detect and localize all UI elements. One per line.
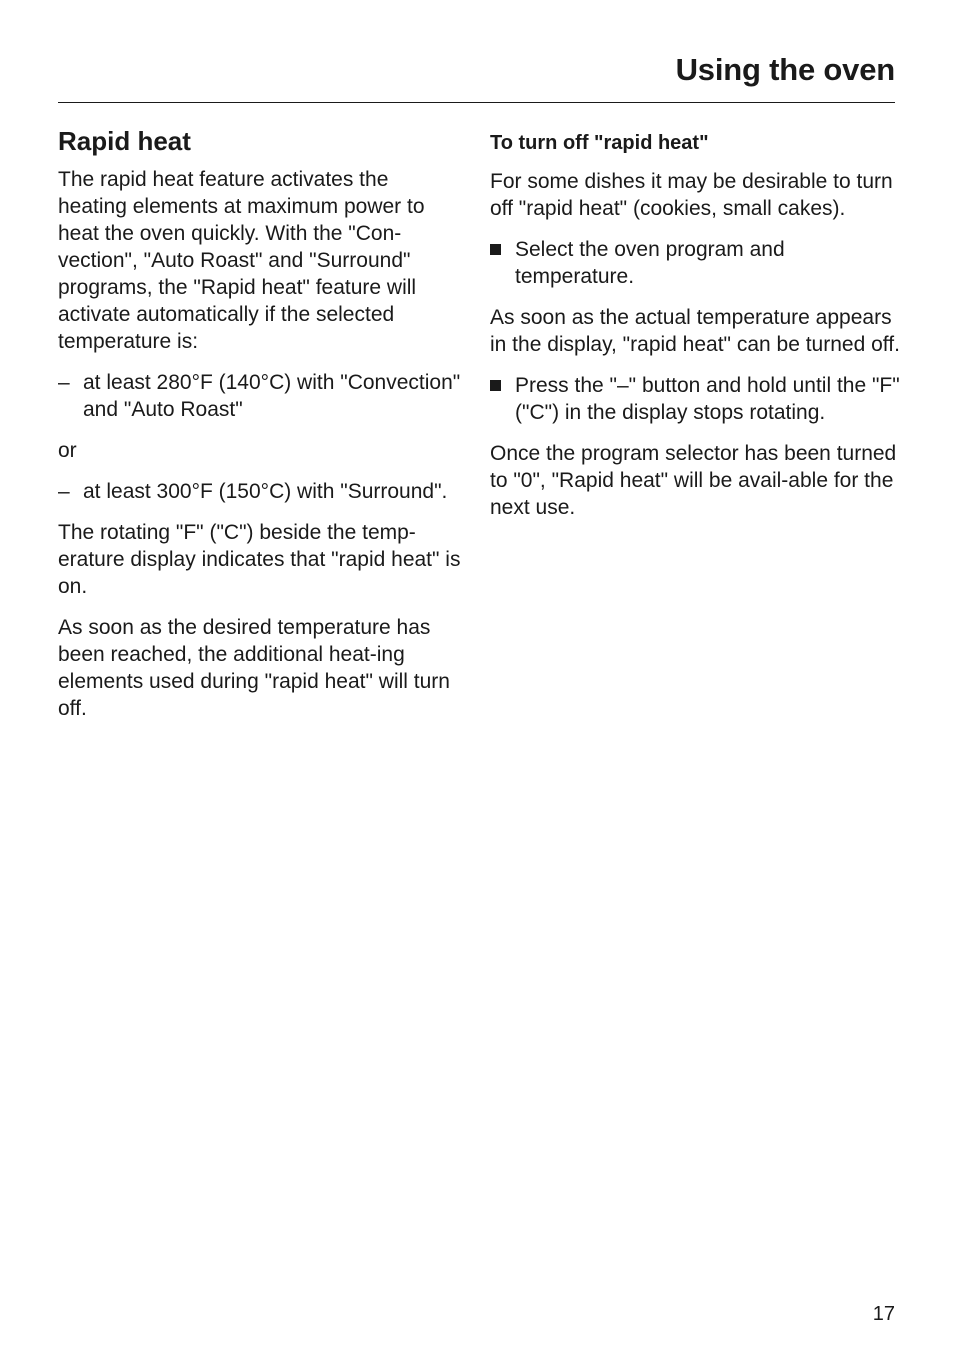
step-item [490, 372, 900, 426]
dash-marker: – [58, 371, 70, 394]
section-title-rapid-heat: Rapid heat [58, 126, 191, 156]
list-item [58, 478, 463, 505]
right-column [490, 124, 900, 521]
square-bullet-icon [490, 244, 501, 255]
dash-list-convection [58, 369, 463, 423]
dash-marker: – [58, 480, 70, 503]
left-column [58, 124, 463, 722]
step-list-2 [490, 372, 900, 426]
intro-paragraph: The rapid heat feature activates the heating elements at maximum power to heat the oven quickly. With the "Con-vection", "Auto Roast" and "Surround" programs, the "Rapid heat" feature will activate automatically if the selected temperature is: [58, 168, 425, 353]
program-selector-paragraph: Once the program selector has been turned to "0", "Rapid heat" will be avail-able for the next use. [490, 442, 897, 519]
step-text: Press the "–" button and hold until the "F" ("C") in the display stops rotating. [515, 374, 900, 424]
page-number: 17 [872, 1303, 895, 1325]
rotating-indicator-paragraph: The rotating "F" ("C") beside the temp-erature display indicates that "rapid heat" is on. [58, 521, 461, 598]
step-item [490, 236, 900, 290]
dash-list-surround [58, 478, 463, 505]
or-text: or [58, 439, 77, 462]
actual-temperature-paragraph: As soon as the actual temperature appears in the display, "rapid heat" can be turned off. [490, 306, 900, 356]
list-item [58, 369, 463, 423]
page-header [58, 50, 895, 103]
list-item-text: at least 300°F (150°C) with "Surround". [83, 480, 448, 503]
list-item-text: at least 280°F (140°C) with "Convection" and "Auto Roast" [83, 371, 461, 421]
square-bullet-icon [490, 380, 501, 391]
page-title: Using the oven [675, 52, 895, 87]
temperature-reached-paragraph: As soon as the desired temperature has been reached, the additional heat-ing elements used during "rapid heat" will turn off. [58, 616, 450, 720]
step-text: Select the oven program and temperature. [515, 238, 785, 288]
desirable-paragraph: For some dishes it may be desirable to turn off "rapid heat" (cookies, small cakes). [490, 170, 893, 220]
subsection-title-turn-off: To turn off "rapid heat" [490, 132, 709, 154]
step-list-1 [490, 236, 900, 290]
